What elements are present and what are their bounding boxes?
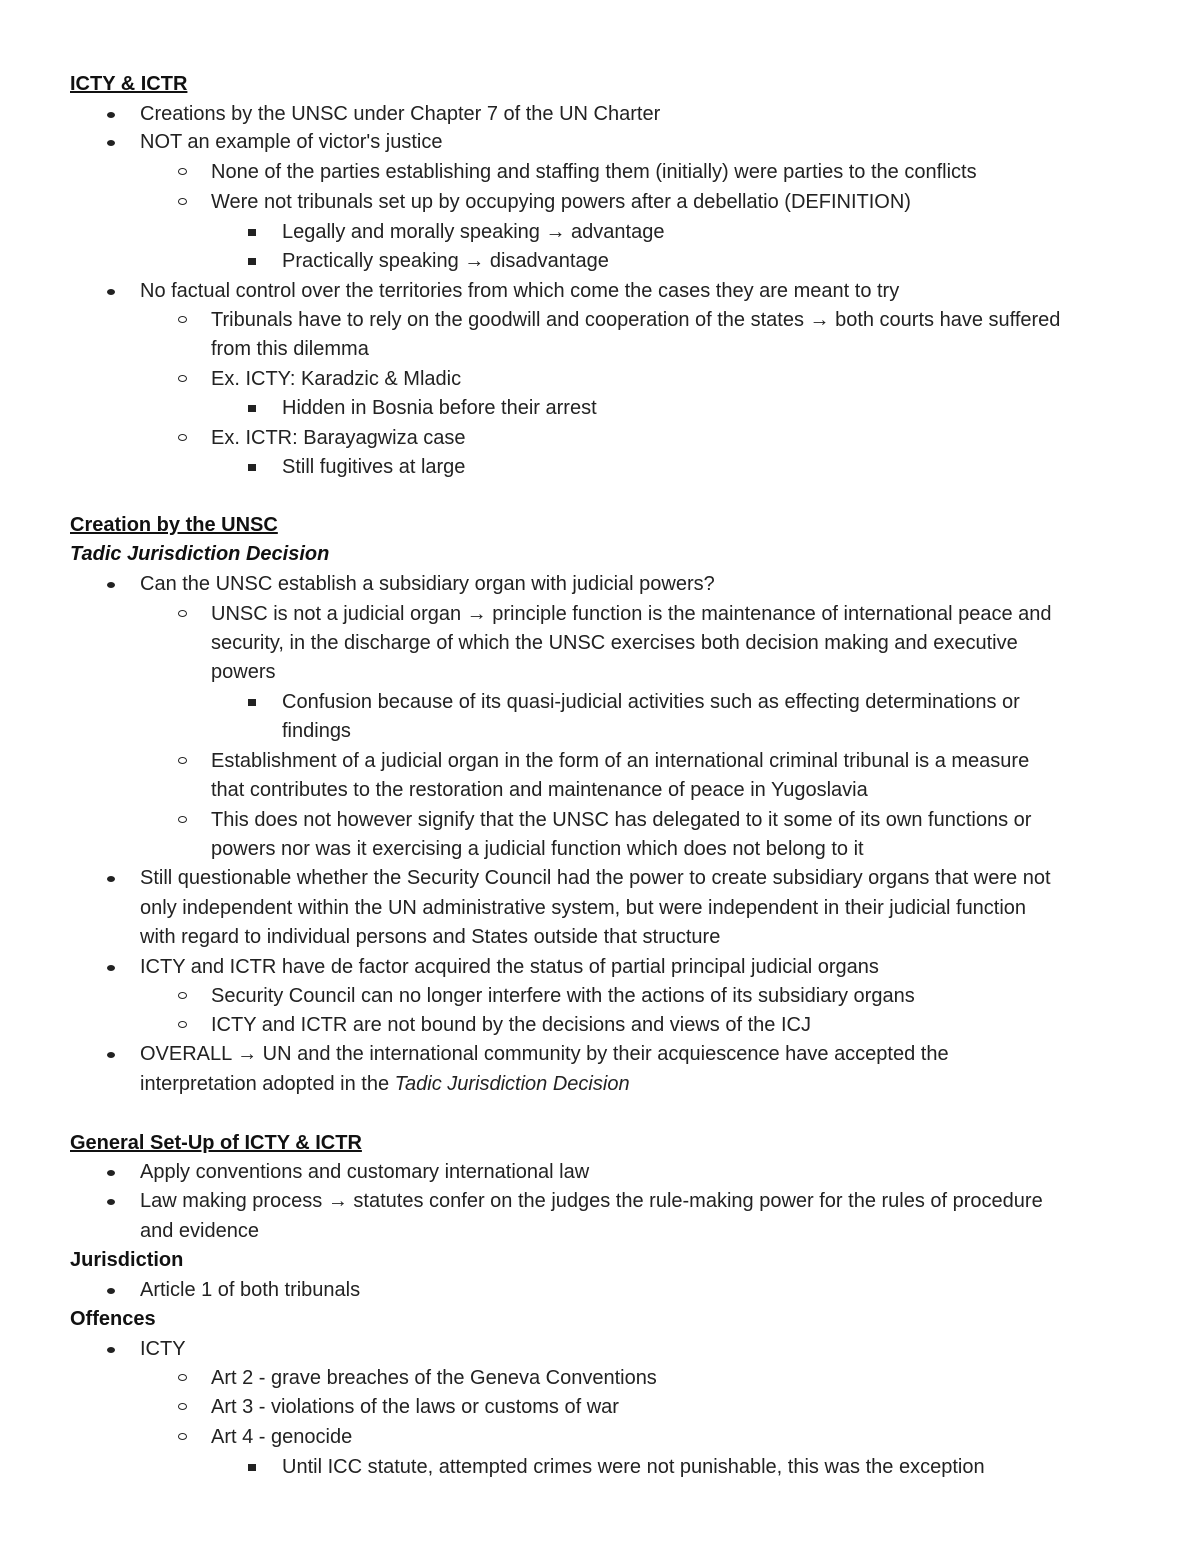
list-item-continuation: powers	[211, 661, 276, 683]
continuation-text: interpretation adopted in the	[140, 1073, 395, 1095]
bullet-square-icon	[248, 405, 256, 412]
bullet-circle-icon	[178, 1021, 187, 1028]
list-item-text: Apply conventions and customary international law	[140, 1161, 590, 1183]
list-item	[282, 453, 1140, 482]
list-item	[140, 1158, 1140, 1187]
bullet-disc-icon	[107, 1170, 115, 1176]
list-item-text: Article 1 of both tribunals	[140, 1279, 361, 1301]
list-item-text: Ex. ICTR: Barayagwiza case	[211, 427, 466, 449]
list-item-text: ICTY and ICTR are not bound by the decisions and views of the ICJ	[211, 1014, 811, 1036]
list-item-text: OVERALL → UN and the international community by their acquiescence have accepted the	[140, 1043, 949, 1065]
bullet-disc-icon	[107, 1347, 115, 1353]
bullet-circle-icon	[178, 434, 187, 441]
list-item	[140, 1276, 1140, 1305]
list-item	[140, 864, 1140, 893]
list-item	[282, 247, 1140, 276]
list-item-continuation: findings	[282, 720, 351, 742]
bullet-circle-icon	[178, 1374, 187, 1381]
list-item	[282, 394, 1140, 423]
bullet-circle-icon	[178, 1433, 187, 1440]
list-item-text: NOT an example of victor's justice	[140, 131, 443, 153]
bullet-circle-icon	[178, 316, 187, 323]
list-item-text: No factual control over the territories from which come the cases they are meant to try	[140, 280, 900, 302]
bullet-disc-icon	[107, 965, 115, 971]
section-heading-general-setup: General Set-Up of ICTY & ICTR	[70, 1132, 362, 1154]
bullet-disc-icon	[107, 582, 115, 588]
list-item	[140, 570, 1140, 599]
bullet-disc-icon	[107, 1288, 115, 1294]
subheading-offences: Offences	[70, 1308, 156, 1330]
list-item	[282, 218, 1140, 247]
list-item-text: Until ICC statute, attempted crimes were not punishable, this was the exception	[282, 1456, 985, 1478]
list-item	[211, 306, 1140, 335]
list-item-text: Tribunals have to rely on the goodwill and cooperation of the states → both courts have suffered	[211, 309, 1061, 331]
list-item-text: None of the parties establishing and staffing them (initially) were parties to the conflicts	[211, 161, 977, 183]
bullet-square-icon	[248, 464, 256, 471]
list-item	[140, 128, 1140, 157]
list-item-text: This does not however signify that the UNSC has delegated to it some of its own functions or	[211, 809, 1032, 831]
list-item	[211, 365, 1140, 394]
list-item-continuation: security, in the discharge of which the UNSC exercises both decision making and executive	[211, 632, 1018, 654]
list-item	[140, 1187, 1140, 1216]
list-item-continuation: powers nor was it exercising a judicial function which does not belong to it	[211, 838, 864, 860]
list-item-text: Confusion because of its quasi-judicial activities such as effecting determinations or	[282, 691, 1020, 713]
list-item-continuation: that contributes to the restoration and maintenance of peace in Yugoslavia	[211, 779, 868, 801]
list-item	[211, 1393, 1140, 1422]
bullet-disc-icon	[107, 1052, 115, 1058]
bullet-circle-icon	[178, 992, 187, 999]
bullet-circle-icon	[178, 610, 187, 617]
list-item-text: Law making process → statutes confer on the judges the rule-making power for the rules of procedure	[140, 1190, 1043, 1212]
bullet-disc-icon	[107, 876, 115, 882]
list-item-text: Practically speaking → disadvantage	[282, 250, 609, 272]
list-item-text: Security Council can no longer interfere with the actions of its subsidiary organs	[211, 985, 915, 1007]
list-item-text: Hidden in Bosnia before their arrest	[282, 397, 597, 419]
bullet-circle-icon	[178, 816, 187, 823]
list-item-text: ICTY and ICTR have de factor acquired the status of partial principal judicial organs	[140, 956, 879, 978]
list-item	[140, 1335, 1140, 1364]
list-item-text: Art 2 - grave breaches of the Geneva Conventions	[211, 1367, 657, 1389]
list-item	[211, 600, 1140, 629]
bullet-circle-icon	[178, 168, 187, 175]
list-item-text: Can the UNSC establish a subsidiary organ with judicial powers?	[140, 573, 715, 595]
list-item-text: UNSC is not a judicial organ → principle function is the maintenance of international peace and	[211, 603, 1052, 625]
list-item-continuation: from this dilemma	[211, 338, 369, 360]
section-heading-icty-ictr: ICTY & ICTR	[70, 73, 188, 95]
list-item-text: Ex. ICTY: Karadzic & Mladic	[211, 368, 462, 390]
list-item	[140, 100, 1140, 129]
bullet-square-icon	[248, 229, 256, 236]
list-item	[211, 158, 1140, 187]
list-item-continuation	[140, 1070, 1140, 1099]
subheading-tadic: Tadic Jurisdiction Decision	[70, 543, 330, 565]
bullet-square-icon	[248, 1464, 256, 1471]
list-item	[211, 1011, 1140, 1040]
bullet-disc-icon	[107, 112, 115, 118]
list-item-text: Legally and morally speaking → advantage	[282, 221, 665, 243]
list-item	[211, 188, 1140, 217]
list-item	[140, 1040, 1140, 1069]
list-item-text: Art 4 - genocide	[211, 1426, 353, 1448]
list-item	[211, 424, 1140, 453]
bullet-circle-icon	[178, 375, 187, 382]
list-item-text: Establishment of a judicial organ in the form of an international criminal tribunal is a measure	[211, 750, 1030, 772]
list-item-continuation: and evidence	[140, 1220, 259, 1242]
list-item-text: ICTY	[140, 1338, 186, 1360]
list-item-text: Creations by the UNSC under Chapter 7 of the UN Charter	[140, 103, 661, 125]
section-heading-creation-unsc: Creation by the UNSC	[70, 514, 278, 536]
case-title-italic: Tadic Jurisdiction Decision	[394, 1073, 630, 1095]
list-item	[211, 747, 1140, 776]
bullet-square-icon	[248, 699, 256, 706]
list-item-continuation: only independent within the UN administrative system, but were independent in their judicial function	[140, 897, 1027, 919]
bullet-square-icon	[248, 258, 256, 265]
bullet-circle-icon	[178, 198, 187, 205]
list-item-text: Still fugitives at large	[282, 456, 466, 478]
bullet-circle-icon	[178, 757, 187, 764]
bullet-disc-icon	[107, 140, 115, 146]
list-item	[282, 688, 1140, 717]
list-item	[211, 1364, 1140, 1393]
list-item-text: Were not tribunals set up by occupying powers after a debellatio (DEFINITION)	[211, 191, 911, 213]
list-item	[140, 277, 1140, 306]
list-item	[282, 1453, 1140, 1482]
list-item-continuation: with regard to individual persons and States outside that structure	[140, 926, 721, 948]
subheading-jurisdiction: Jurisdiction	[70, 1249, 184, 1271]
list-item	[211, 806, 1140, 835]
list-item	[140, 953, 1140, 982]
bullet-disc-icon	[107, 289, 115, 295]
list-item-text: Art 3 - violations of the laws or customs of war	[211, 1396, 619, 1418]
bullet-circle-icon	[178, 1403, 187, 1410]
bullet-disc-icon	[107, 1199, 115, 1205]
list-item-text: Still questionable whether the Security Council had the power to create subsidiary organs that were not	[140, 867, 1051, 889]
list-item	[211, 1423, 1140, 1452]
list-item	[211, 982, 1140, 1011]
